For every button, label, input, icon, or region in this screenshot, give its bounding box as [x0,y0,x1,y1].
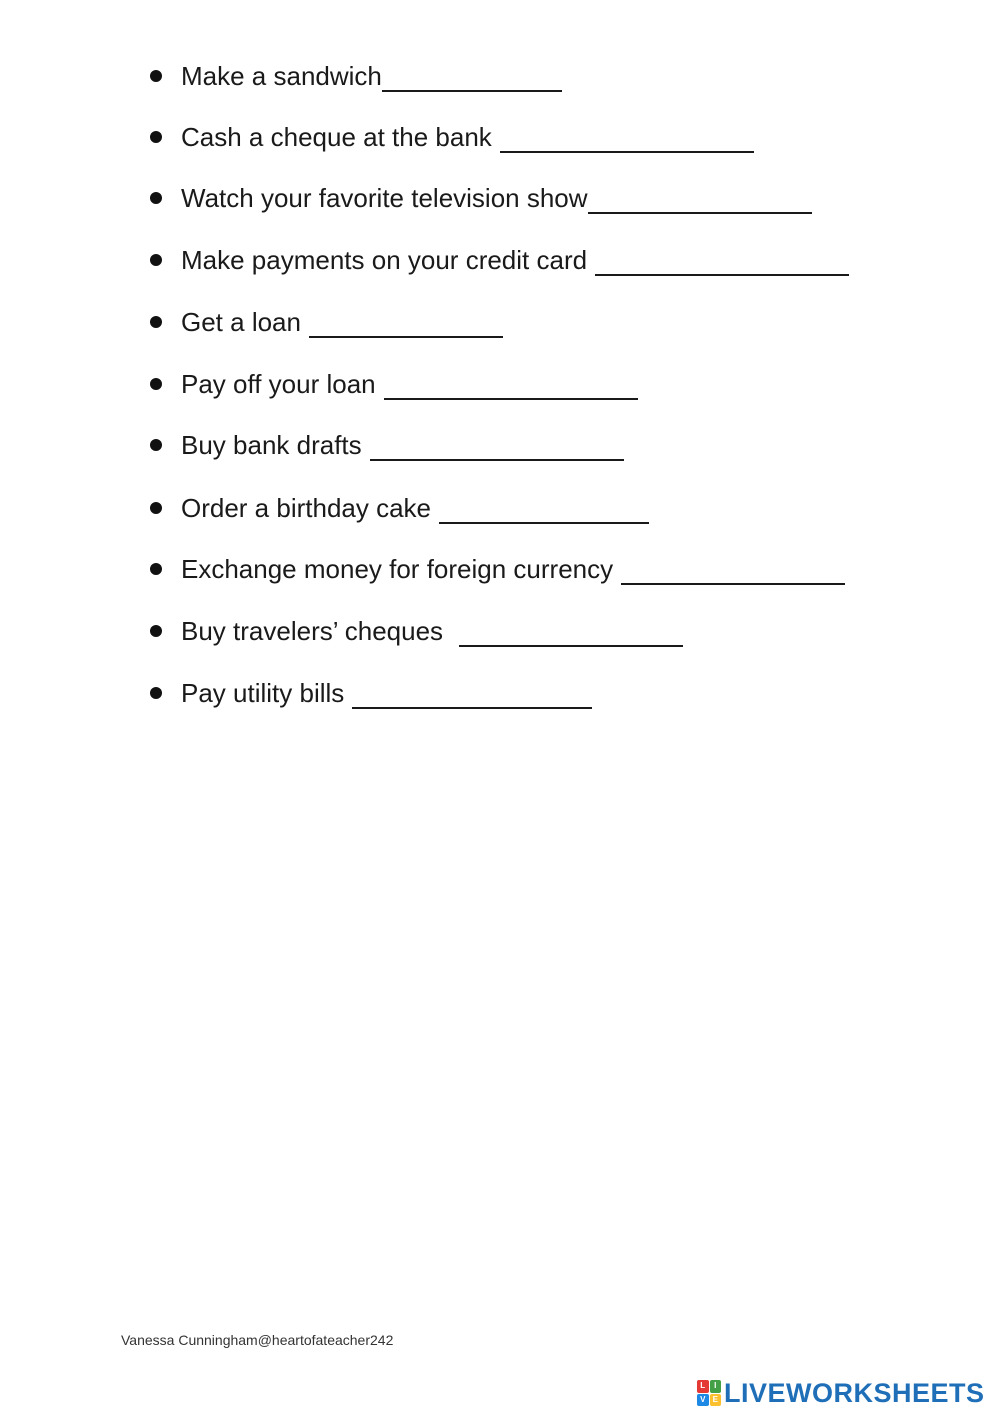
list-item [150,178,812,218]
answer-blank[interactable] [384,372,638,400]
answer-blank[interactable] [588,186,812,214]
item-label: Make a sandwich [181,61,382,91]
bullet-icon [150,502,162,514]
item-label: Buy bank drafts [181,430,362,460]
bullet-icon [150,625,162,637]
brand-name: LIVEWORKSHEETS [724,1377,985,1408]
list-item [150,611,683,651]
bullet-icon [150,70,162,82]
item-label: Watch your favorite television show [181,183,588,213]
bullet-icon [150,254,162,266]
logo-tile: V [697,1394,709,1407]
list-item [150,425,624,465]
list-item [150,56,562,96]
author-credit: Vanessa Cunningham@heartofateacher242 [121,1332,394,1348]
list-item [150,117,754,157]
bullet-icon [150,439,162,451]
answer-blank[interactable] [370,433,624,461]
item-label: Make payments on your credit card [181,245,588,275]
answer-blank[interactable] [439,496,649,524]
list-item [150,302,503,342]
bullet-icon [150,378,162,390]
item-label: Pay off your loan [181,369,376,399]
list-item [150,364,638,404]
list-item [150,549,845,589]
item-label: Buy travelers’ cheques [181,616,444,646]
bullet-icon [150,192,162,204]
answer-blank[interactable] [500,125,754,153]
item-label: Cash a cheque at the bank [181,122,492,152]
list-item [150,488,649,528]
list-item [150,240,849,280]
item-label: Get a loan [181,307,301,337]
item-label: Order a birthday cake [181,493,432,523]
answer-blank[interactable] [352,681,592,709]
item-label: Exchange money for foreign currency [181,554,614,584]
item-label: Pay utility bills [181,678,345,708]
bullet-icon [150,563,162,575]
answer-blank[interactable] [382,64,562,92]
logo-tile: I [710,1380,722,1393]
answer-blank[interactable] [309,310,503,338]
logo-tile: L [697,1380,709,1393]
liveworksheets-logo-icon [697,1380,721,1406]
answer-blank[interactable] [459,619,683,647]
logo-tile: E [710,1394,722,1407]
answer-blank[interactable] [595,248,849,276]
bullet-icon [150,316,162,328]
bullet-icon [150,687,162,699]
brand-logo[interactable] [697,1376,985,1410]
answer-blank[interactable] [621,557,845,585]
list-item [150,673,592,713]
bullet-icon [150,131,162,143]
